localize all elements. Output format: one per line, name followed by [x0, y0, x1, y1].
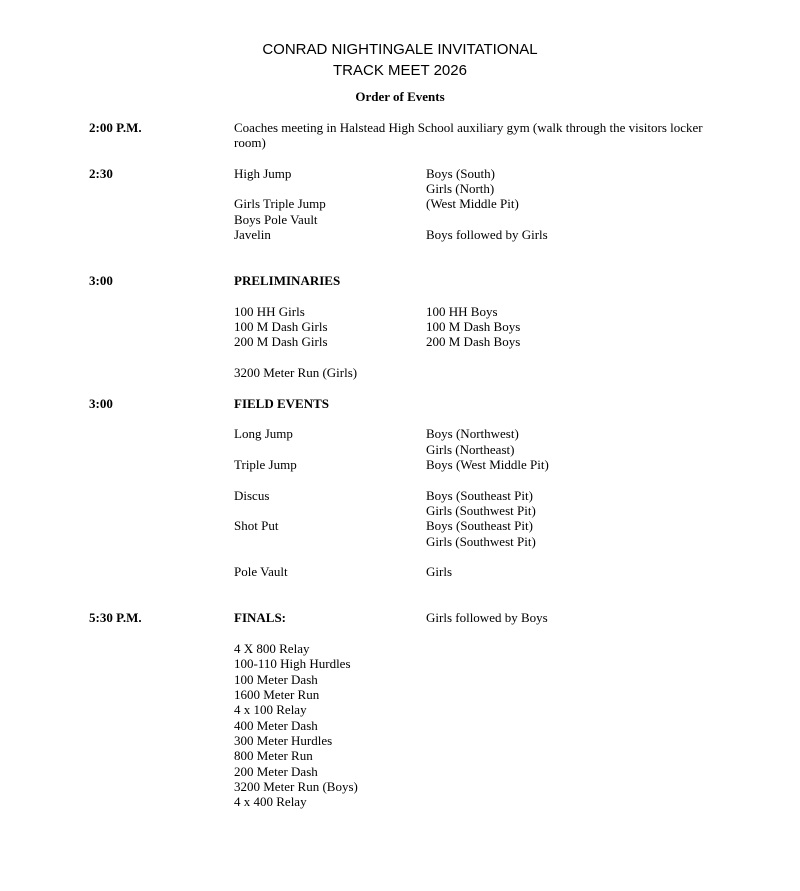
time-label: 2:00 P.M.	[89, 120, 142, 135]
final-event: 4 x 400 Relay	[234, 794, 307, 809]
event-name: Long Jump	[234, 426, 293, 441]
section-heading: FINALS:	[234, 610, 287, 625]
event-name: 100 HH Girls	[234, 304, 305, 319]
coaches-meeting-text: Coaches meeting in Halstead High School auxiliary gym (walk through the visitors locker room)	[234, 120, 703, 151]
title-line-1: CONRAD NIGHTINGALE INVITATIONAL	[262, 41, 538, 58]
final-event: 100-110 High Hurdles	[234, 656, 351, 671]
event-name: Javelin	[234, 227, 271, 242]
time-label: 3:00	[89, 396, 113, 411]
event-name: Shot Put	[234, 518, 279, 533]
final-event: 4 X 800 Relay	[234, 641, 310, 656]
event-note: Girls (Southwest Pit)	[426, 503, 536, 518]
final-event: 800 Meter Run	[234, 748, 313, 763]
section-heading: FIELD EVENTS	[234, 396, 329, 411]
event-note: Girls followed by Boys	[426, 610, 548, 625]
final-event: 400 Meter Dash	[234, 718, 318, 733]
event-note: Girls (Northeast)	[426, 442, 515, 457]
event-name: Triple Jump	[234, 457, 297, 472]
event-note: Boys (Northwest)	[426, 426, 519, 441]
event-name: Discus	[234, 488, 270, 503]
time-label: 3:00	[89, 273, 113, 288]
event-note: Boys (South)	[426, 166, 495, 181]
section-heading: PRELIMINARIES	[234, 273, 341, 288]
event-note: (West Middle Pit)	[426, 196, 519, 211]
final-event: 4 x 100 Relay	[234, 702, 307, 717]
event-name: 100 HH Boys	[426, 304, 498, 319]
time-label: 2:30	[89, 166, 113, 181]
event-note: Girls	[426, 564, 452, 579]
event-name: 200 M Dash Girls	[234, 334, 328, 349]
event-note: Girls (North)	[426, 181, 495, 196]
final-event: 1600 Meter Run	[234, 687, 320, 702]
event-name: Boys Pole Vault	[234, 212, 318, 227]
final-event: 200 Meter Dash	[234, 764, 318, 779]
event-name: Girls Triple Jump	[234, 196, 326, 211]
event-name: 100 M Dash Boys	[426, 319, 521, 334]
final-event: 300 Meter Hurdles	[234, 733, 333, 748]
event-name: 3200 Meter Run (Girls)	[234, 365, 358, 380]
final-event: 3200 Meter Run (Boys)	[234, 779, 358, 794]
event-name: 100 M Dash Girls	[234, 319, 328, 334]
subtitle: Order of Events	[355, 89, 445, 104]
final-event: 100 Meter Dash	[234, 672, 318, 687]
event-note: Boys (Southeast Pit)	[426, 518, 533, 533]
time-label: 5:30 P.M.	[89, 610, 142, 625]
event-name: Pole Vault	[234, 564, 288, 579]
title-line-2: TRACK MEET 2026	[333, 62, 467, 79]
event-note: Boys (Southeast Pit)	[426, 488, 533, 503]
event-name: 200 M Dash Boys	[426, 334, 521, 349]
event-note: Boys (West Middle Pit)	[426, 457, 549, 472]
event-note: Boys followed by Girls	[426, 227, 548, 242]
event-name: High Jump	[234, 166, 292, 181]
event-note: Girls (Southwest Pit)	[426, 534, 536, 549]
